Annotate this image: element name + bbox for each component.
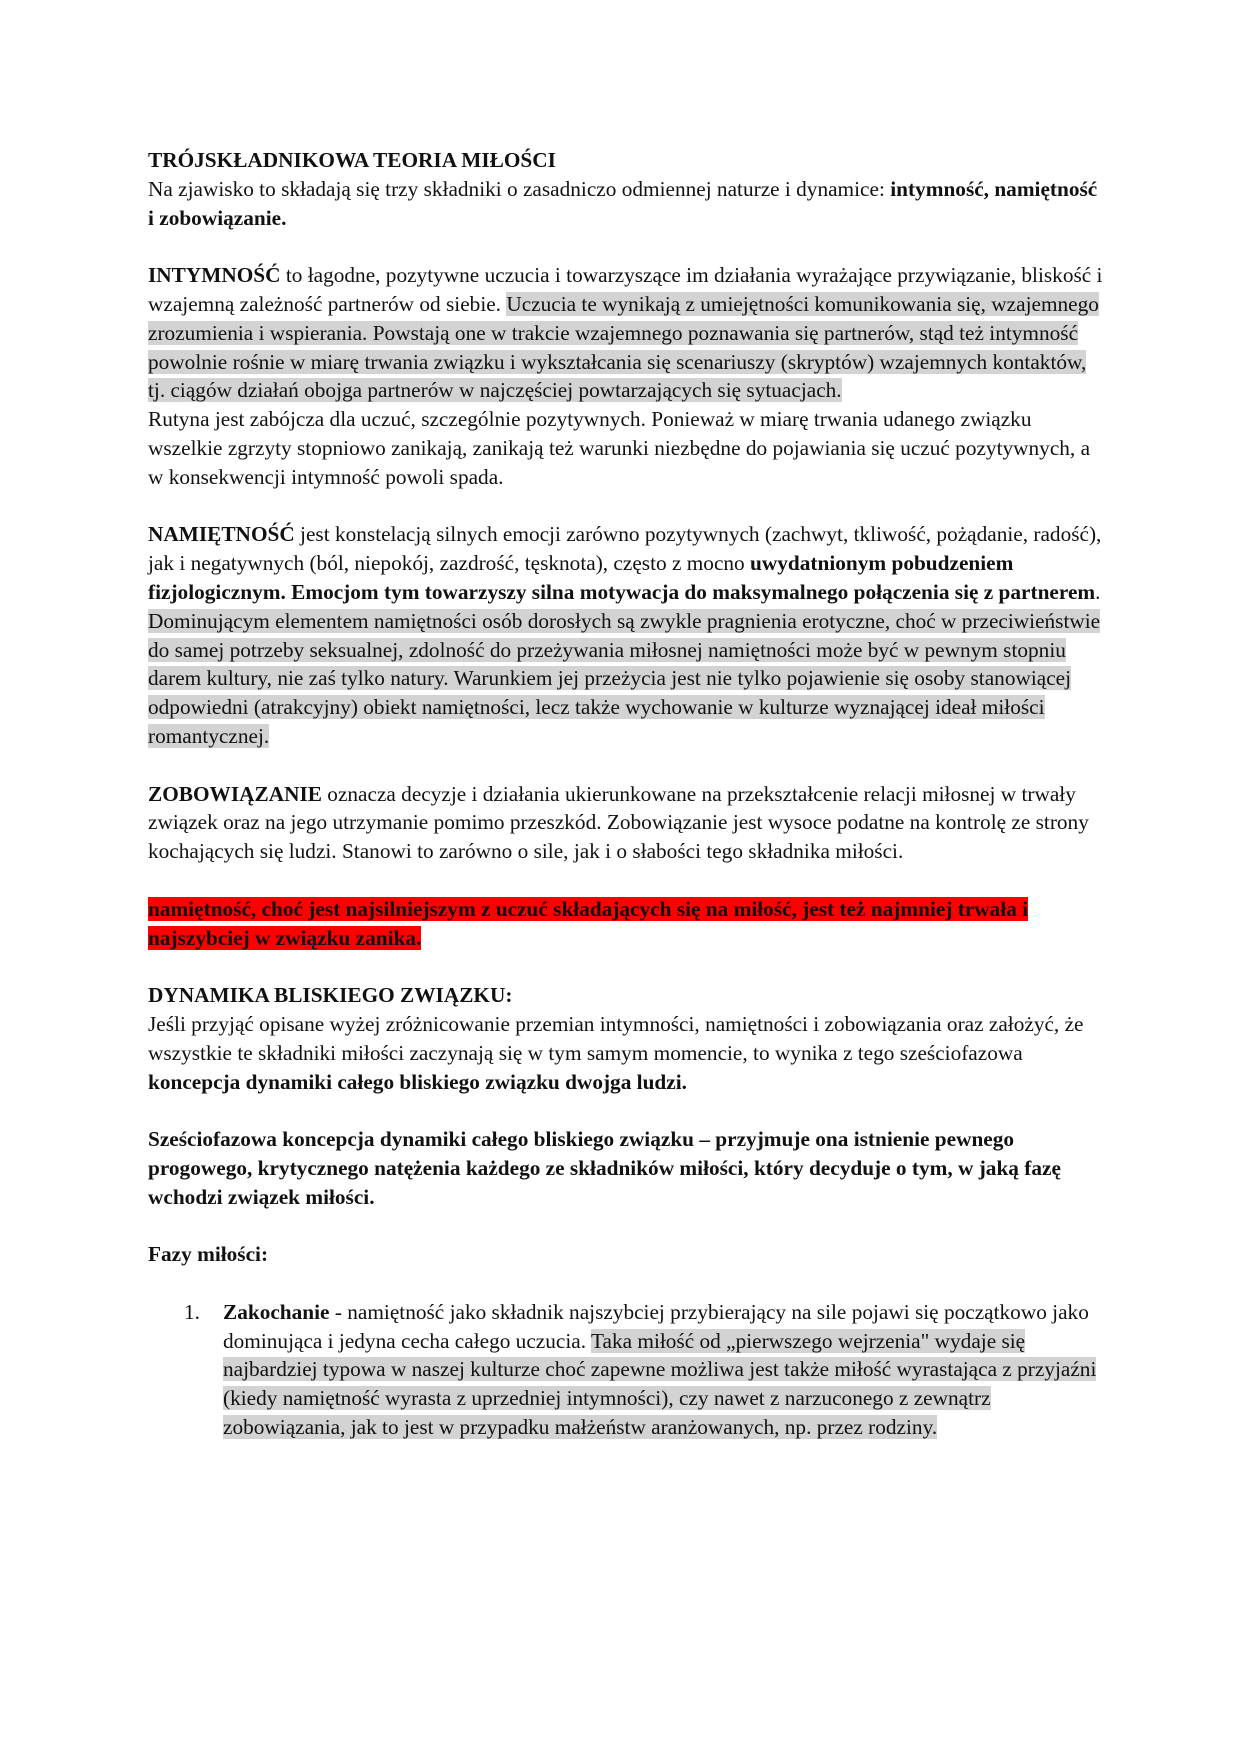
zobowiazanie-definition: oznacza decyzje i działania ukierunkowane na przekształcenie relacji miłosnej w trwały związek oraz na jego utrzymanie pomimo przeszkód. Zobowiązanie jest wysoce podatne na kontrolę ze strony kochających się ludzi. Stanowi to zarówno o sile, jak i o słabości tego składnika miłości. [148,781,1089,864]
namietnosc-bold: uwydatnionym pobudzeniem fizjologicznym. Emocjom tym towarzyszy silna motywacja do maksymalnego połączenia się z partnerem [148,551,1096,604]
phase-text: - namiętność jako składnik najszybciej przybierający na sile pojawi się początkowo jako dominująca i jedyna cecha całego uczucia. [223,1299,1089,1353]
term-intymnosc: INTYMNOŚĆ [148,263,281,288]
intro-paragraph [148,175,1108,233]
list-item-number: 1. [184,1299,200,1324]
namietnosc-highlight: Dominującym elementem namiętności osób dorosłych są zwykle pragnienia erotyczne, choć w przeciwieństwie do samej potrzeby seksualnej, zdolność do przeżywania miłosnej namiętności może być w pewnym stopniu darem kultury, nie zaś tylko natury. Warunkiem jej przeżycia jest nie tylko pojawienie się osoby stanowiącej odpowiedni (atrakcyjny) obiekt namiętności, lecz także wychowanie w kulturze wyznającej ideał miłości romantycznej. [148,608,1101,748]
paragraph-namietnosc [148,520,1108,750]
intymnosc-definition: to łagodne, pozytywne uczucia i towarzyszące im działania wyrażające przywiązanie, bliskość i wzajemną zależność partnerów od siebie. [148,263,1103,316]
dynamika-bold: koncepcja dynamiki całego bliskiego związku dwojga ludzi. [148,1069,687,1094]
term-zobowiazanie: ZOBOWIĄZANIE [148,781,322,806]
section-teoria [148,146,1108,232]
red-note-paragraph [148,895,1108,953]
red-highlight-note: namiętność, choć jest najsilniejszym z uczuć składających się na miłość, jest też najmniej trwała i najszybciej w związku zanika. [148,896,1029,950]
intro-components: intymność, namiętność i zobowiązanie. [148,176,1098,230]
dynamika-text: Jeśli przyjąć opisane wyżej zróżnicowanie przemian intymności, namiętności i zobowiązania oraz założyć, że wszystkie te składniki miłości zaczynają się w tym samym momencie, to wynika z tego sześciofazowa [148,1011,1084,1065]
phase-highlight: Taka miłość od „pierwszego wejrzenia" wydaje się najbardziej typowa w naszej kulturze choć zapewne możliwa jest także miłość wyrastająca z przyjaźni (kiedy namiętność wyrasta z uprzedniej intymności), czy nawet z narzuconego z zewnątrz zobowiązania, jak to jest w przypadku małżeństw aranżowanych, np. przez rodziny. [223,1328,1097,1440]
fazy-title: Fazy miłości: [148,1242,269,1267]
dynamika-title: DYNAMIKA BLISKIEGO ZWIĄZKU: [148,983,513,1008]
szesciofazowa-text: Sześciofazowa koncepcja dynamiki całego bliskiego związku – przyjmuje ona istnienie pewnego progowego, krytycznego natężenia każdego ze składników miłości, który decyduje o tym, w jaką fazę wchodzi związek miłości. [148,1127,1061,1209]
term-namietnosc: NAMIĘTNOŚĆ [148,522,295,547]
intymnosc-highlight: Uczucia te wynikają z umiejętności komunikowania się, wzajemnego zrozumienia i wspierania. Powstają one w trakcie wzajemnego poznawania się partnerów, stąd też intymność powolnie rośnie w miarę trwania związku i wykształcania się scenariuszy (skryptów) wzajemnych kontaktów, tj. ciągów działań obojga partnerów w najczęściej powtarzających się sytuacjach. [148,291,1099,403]
intymnosc-routine: Rutyna jest zabójcza dla uczuć, szczególnie pozytywnych. Ponieważ w miarę trwania udanego związku wszelkie zgrzyty stopniowo zanikają, zanikają też warunki niezbędne do pojawiania się uczuć pozytywnych, a w konsekwencji intymność powoli spada. [148,407,1091,489]
document-title: TRÓJSKŁADNIKOWA TEORIA MIŁOŚCI [148,148,556,172]
intro-text: Na zjawisko to składają się trzy składniki o zasadniczo odmiennej naturze i dynamice: [148,176,885,201]
phase-term: Zakochanie [223,1299,330,1324]
list-item [184,1298,1108,1442]
paragraph-intymnosc [148,261,1108,491]
namietnosc-period: . [1095,579,1101,604]
document-page [148,146,1108,1442]
namietnosc-definition: jest konstelacją silnych emocji zarówno pozytywnych (zachwyt, tkliwość, pożądanie, radość), jak i negatywnych (ból, niepokój, zazdrość, tęsknota), często z mocno [148,522,1102,576]
phases-list [148,1298,1108,1442]
section-dynamika [148,981,1108,1096]
paragraph-zobowiazanie [148,780,1108,866]
paragraph-szesciofazowa [148,1125,1108,1211]
